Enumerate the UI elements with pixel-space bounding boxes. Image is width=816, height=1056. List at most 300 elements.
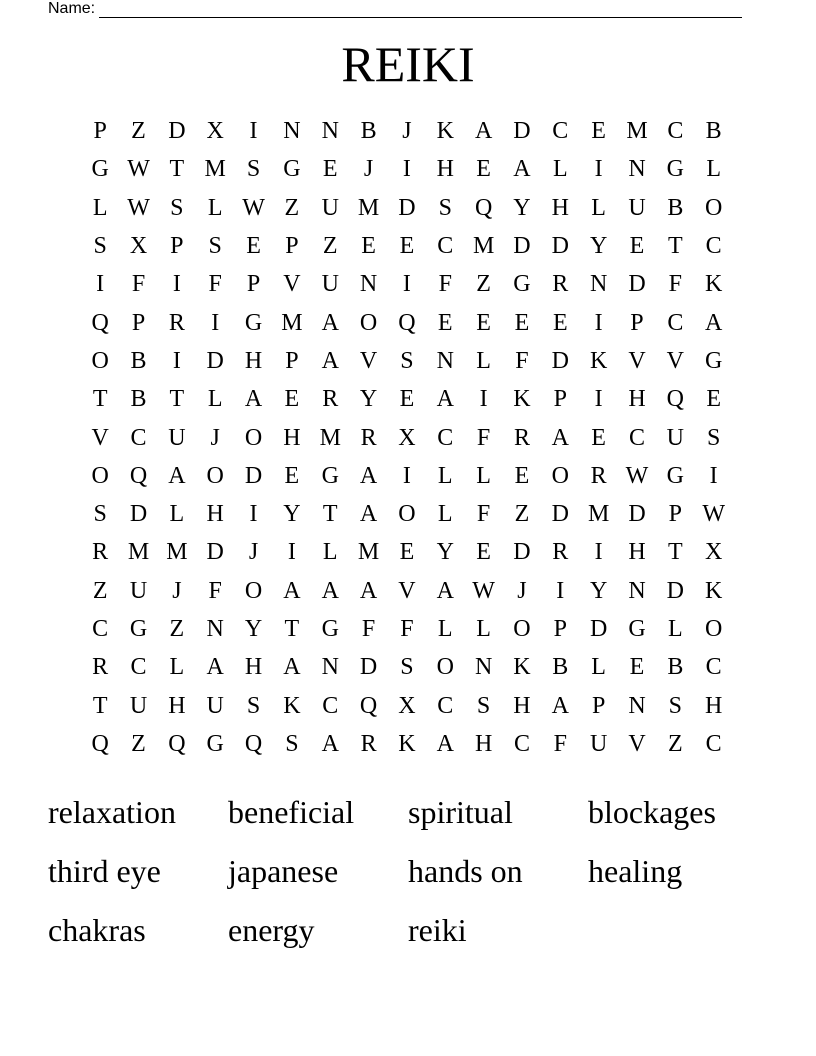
grid-letter: H [474,730,493,757]
grid-letter: Y [436,539,454,566]
grid-row [81,610,733,648]
grid-letter: P [285,233,299,260]
grid-letter: Q [129,462,148,489]
grid-letter: N [628,156,646,183]
grid-letter: U [129,577,148,604]
grid-letter: I [96,271,105,298]
grid-letter: D [628,271,646,298]
grid-letter: B [705,118,722,145]
grid-row [81,112,733,150]
grid-letter: B [130,347,147,374]
grid-letter: A [705,309,723,336]
grid-letter: V [666,347,684,374]
grid-letter: A [359,577,378,604]
grid-letter: O [705,194,723,221]
grid-letter: G [244,309,263,336]
grid-letter: I [211,309,220,336]
grid-letter: C [437,233,454,260]
grid-letter: Y [244,616,263,642]
grid-row [81,342,733,380]
word-list [48,782,768,959]
grid-letter: D [666,577,684,604]
grid-letter: E [552,309,568,336]
grid-letter: H [513,692,531,719]
grid-letter: G [628,616,646,642]
grid-letter: N [321,654,339,681]
grid-letter: P [630,309,644,336]
grid-letter: T [92,386,108,413]
grid-letter: B [360,118,377,145]
grid-letter: I [249,501,258,528]
grid-letter: G [666,156,684,183]
grid-letter: Y [283,501,301,528]
grid-letter: D [551,233,569,260]
grid-letter: H [436,156,454,183]
grid-letter: L [591,654,606,681]
grid-letter: G [321,462,339,489]
grid-letter: E [591,424,606,451]
grid-letter: O [398,501,416,528]
grid-letter: R [92,654,109,681]
grid-letter: E [514,462,530,489]
grid-letter: N [283,118,301,145]
grid-letter: M [319,424,341,451]
grid-letter: W [472,577,495,604]
grid-letter: L [591,194,606,221]
grid-letter: E [629,654,645,681]
grid-row [81,380,733,418]
grid-letter: L [706,156,721,183]
grid-letter: L [207,386,223,413]
word-list-row [48,841,768,900]
grid-row [81,303,733,341]
grid-letter: I [594,539,603,566]
grid-letter: F [476,424,491,451]
grid-letter: D [589,616,608,642]
grid-letter: S [246,692,261,719]
grid-letter: M [127,539,150,566]
grid-letter: I [172,347,181,374]
grid-letter: K [513,386,531,413]
word-list-item: spiritual [408,793,513,830]
grid-row [81,189,733,227]
grid-letter: J [210,424,220,451]
grid-letter: M [204,156,226,183]
grid-letter: A [551,692,569,719]
grid-letter: A [359,501,378,528]
grid-letter: T [322,501,338,528]
grid-letter: N [589,271,608,298]
grid-letter: F [400,616,414,642]
grid-letter: T [667,233,683,260]
word-list-row [48,900,768,959]
grid-letter: N [474,654,493,681]
word-list-item: blockages [588,793,716,830]
grid-letter: I [402,271,411,298]
grid-row [81,227,733,265]
grid-letter: A [359,462,378,489]
grid-letter: U [321,194,339,221]
grid-letter: H [551,194,569,221]
grid-letter: R [552,539,569,566]
grid-letter: A [283,577,301,604]
word-list-item: chakras [48,911,146,948]
grid-letter: E [246,233,261,260]
grid-letter: F [553,730,567,757]
grid-letter: X [398,424,416,451]
grid-letter: H [628,386,646,413]
grid-letter: I [594,156,603,183]
grid-letter: G [666,462,684,489]
grid-letter: D [244,462,263,489]
grid-letter: X [206,118,224,145]
grid-letter: I [287,539,296,566]
grid-letter: U [628,194,646,221]
grid-letter: S [400,347,414,374]
grid-letter: E [591,118,606,145]
grid-letter: K [283,692,301,719]
page-title: REIKI [341,36,475,92]
grid-letter: B [130,386,147,413]
grid-letter: I [709,462,718,489]
grid-letter: P [553,616,567,642]
grid-letter: D [628,501,646,528]
grid-letter: J [248,539,259,566]
grid-letter: D [551,501,569,528]
grid-letter: F [476,501,491,528]
grid-letter: D [513,539,531,566]
grid-letter: E [361,233,376,260]
grid-letter: L [322,539,338,566]
grid-letter: S [93,501,107,528]
grid-letter: R [513,424,530,451]
word-search-grid [81,112,733,763]
grid-letter: D [206,539,224,566]
grid-letter: L [476,347,491,374]
grid-letter: R [360,424,377,451]
grid-letter: G [705,347,723,374]
grid-letter: I [556,577,565,604]
name-field [48,0,742,18]
grid-letter: Q [398,309,416,336]
grid-letter: A [551,424,569,451]
grid-letter: Q [474,194,493,221]
grid-row [81,457,733,495]
grid-letter: G [129,616,148,642]
grid-letter: C [130,654,147,681]
grid-letter: L [667,616,683,642]
grid-letter: Z [92,577,108,604]
grid-letter: Y [513,194,531,221]
grid-letter: X [129,233,148,260]
grid-letter: P [170,233,184,260]
word-list-item: healing [588,852,683,889]
grid-letter: A [321,347,339,374]
grid-letter: J [517,577,527,604]
grid-letter: I [479,386,488,413]
grid-letter: F [361,616,376,642]
word-list-item: beneficial [228,793,355,830]
grid-letter: Y [589,577,608,604]
grid-row [81,495,733,533]
grid-letter: S [706,424,721,451]
grid-letter: S [400,654,414,681]
grid-letter: L [169,654,185,681]
grid-letter: D [206,347,224,374]
grid-letter: N [359,271,378,298]
grid-letter: A [206,654,224,681]
grid-letter: K [436,118,454,145]
grid-letter: E [399,386,415,413]
grid-row [81,533,733,571]
grid-letter: O [551,462,569,489]
grid-letter: E [399,539,415,566]
grid-letter: A [436,386,454,413]
grid-letter: V [628,730,646,757]
grid-letter: U [321,271,339,298]
grid-letter: G [91,156,109,183]
grid-letter: S [476,692,491,719]
grid-letter: C [667,309,684,336]
grid-letter: Q [168,730,186,757]
grid-letter: E [322,156,338,183]
grid-row [81,150,733,188]
grid-letter: I [594,309,603,336]
grid-letter: S [246,156,261,183]
grid-letter: J [172,577,182,604]
grid-letter: H [244,347,263,374]
grid-letter: D [129,501,148,528]
grid-letter: Q [359,692,378,719]
grid-letter: E [399,233,415,260]
grid-letter: G [321,616,339,642]
grid-letter: H [628,539,646,566]
grid-letter: O [206,462,224,489]
grid-letter: R [168,309,185,336]
grid-letter: S [93,233,107,260]
word-list-row [48,782,768,841]
word-list-item: third eye [48,852,161,889]
grid-letter: C [130,424,147,451]
grid-letter: E [476,539,491,566]
grid-letter: C [705,233,722,260]
grid-letter: W [242,194,265,221]
grid-letter: E [476,156,491,183]
grid-letter: R [552,271,569,298]
grid-letter: S [285,730,299,757]
grid-letter: I [172,271,181,298]
grid-letter: G [513,271,531,298]
grid-letter: B [667,654,684,681]
grid-letter: L [207,194,223,221]
grid-letter: C [552,118,569,145]
grid-letter: L [552,156,568,183]
grid-letter: C [92,616,109,642]
grid-letter: M [166,539,188,566]
grid-letter: V [398,577,416,604]
grid-letter: A [513,156,531,183]
grid-letter: E [284,462,300,489]
grid-letter: H [705,692,723,719]
grid-letter: A [321,730,339,757]
grid-letter: X [705,539,723,566]
grid-letter: U [666,424,684,451]
grid-letter: J [402,118,412,145]
grid-letter: O [513,616,531,642]
grid-letter: Z [169,616,185,642]
grid-letter: U [589,730,608,757]
grid-letter: F [515,347,529,374]
grid-letter: D [168,118,186,145]
grid-letter: W [127,156,150,183]
grid-letter: A [168,462,186,489]
grid-letter: Z [476,271,491,298]
grid-letter: R [322,386,339,413]
grid-letter: N [628,692,646,719]
grid-letter: M [357,194,380,221]
grid-letter: O [705,616,723,642]
grid-letter: V [628,347,646,374]
grid-letter: I [402,462,411,489]
grid-letter: P [668,501,682,528]
grid-letter: Q [91,730,109,757]
word-list-item: hands on [408,852,523,889]
grid-letter: I [249,118,258,145]
grid-letter: A [244,386,263,413]
grid-letter: M [626,118,648,145]
grid-letter: D [551,347,569,374]
grid-letter: M [472,233,495,260]
grid-letter: E [706,386,721,413]
grid-letter: C [437,424,454,451]
grid-letter: Z [131,118,146,145]
grid-letter: Q [244,730,263,757]
grid-letter: H [168,692,186,719]
grid-letter: O [91,462,109,489]
grid-letter: S [170,194,184,221]
grid-letter: F [208,577,222,604]
grid-letter: A [436,577,454,604]
grid-letter: L [476,616,491,642]
name-blank-line [99,3,742,18]
grid-letter: N [436,347,454,374]
grid-row [81,686,733,724]
grid-letter: D [513,118,531,145]
grid-row [81,725,733,763]
grid-letter: C [513,730,530,757]
grid-letter: L [476,462,491,489]
grid-letter: W [625,462,649,489]
grid-letter: A [321,577,339,604]
grid-letter: N [628,577,646,604]
grid-letter: G [206,730,224,757]
grid-letter: T [92,692,108,719]
grid-letter: O [436,654,454,681]
grid-letter: P [591,692,606,719]
grid-letter: E [284,386,300,413]
grid-letter: U [168,424,186,451]
grid-letter: C [705,654,722,681]
grid-letter: E [514,309,530,336]
grid-letter: R [360,730,377,757]
grid-letter: V [283,271,301,298]
grid-letter: D [359,654,378,681]
grid-letter: F [208,271,222,298]
grid-letter: K [705,271,723,298]
grid-letter: R [590,462,607,489]
grid-letter: C [322,692,339,719]
grid-letter: U [206,692,224,719]
grid-letter: A [283,654,301,681]
grid-letter: W [127,194,150,221]
grid-letter: V [91,424,109,451]
grid-letter: C [437,692,454,719]
grid-letter: A [474,118,493,145]
grid-letter: Q [666,386,684,413]
grid-letter: Q [91,309,109,336]
grid-letter: P [131,309,146,336]
grid-letter: H [283,424,301,451]
grid-letter: L [437,501,453,528]
grid-letter: J [363,156,374,183]
grid-letter: N [206,616,224,642]
grid-letter: P [93,118,107,145]
grid-letter: S [438,194,452,221]
grid-letter: T [284,616,300,642]
grid-letter: H [244,654,263,681]
grid-letter: R [92,539,109,566]
grid-letter: A [321,309,339,336]
grid-letter: N [321,118,339,145]
grid-letter: L [92,194,108,221]
grid-letter: M [587,501,610,528]
grid-row [81,648,733,686]
grid-letter: K [589,347,608,374]
grid-letter: Z [667,730,683,757]
grid-letter: C [705,730,722,757]
grid-letter: P [553,386,567,413]
grid-letter: O [244,424,263,451]
grid-letter: D [398,194,416,221]
grid-letter: L [169,501,185,528]
grid-letter: F [668,271,682,298]
grid-row [81,418,733,456]
grid-letter: M [357,539,380,566]
grid-letter: E [437,309,453,336]
grid-letter: C [667,118,684,145]
grid-letter: E [476,309,491,336]
grid-letter: O [91,347,109,374]
grid-row [81,265,733,303]
grid-letter: Z [131,730,146,757]
grid-letter: F [131,271,146,298]
grid-letter: A [436,730,454,757]
grid-row [81,572,733,610]
grid-letter: W [702,501,725,528]
word-list-item: relaxation [48,793,176,830]
grid-letter: V [359,347,378,374]
grid-letter: S [668,692,682,719]
grid-letter: T [169,156,185,183]
grid-letter: B [667,194,684,221]
grid-letter: O [244,577,263,604]
grid-letter: B [552,654,569,681]
grid-letter: I [594,386,603,413]
grid-letter: K [705,577,723,604]
grid-letter: O [359,309,378,336]
grid-letter: E [629,233,645,260]
grid-letter: P [285,347,299,374]
